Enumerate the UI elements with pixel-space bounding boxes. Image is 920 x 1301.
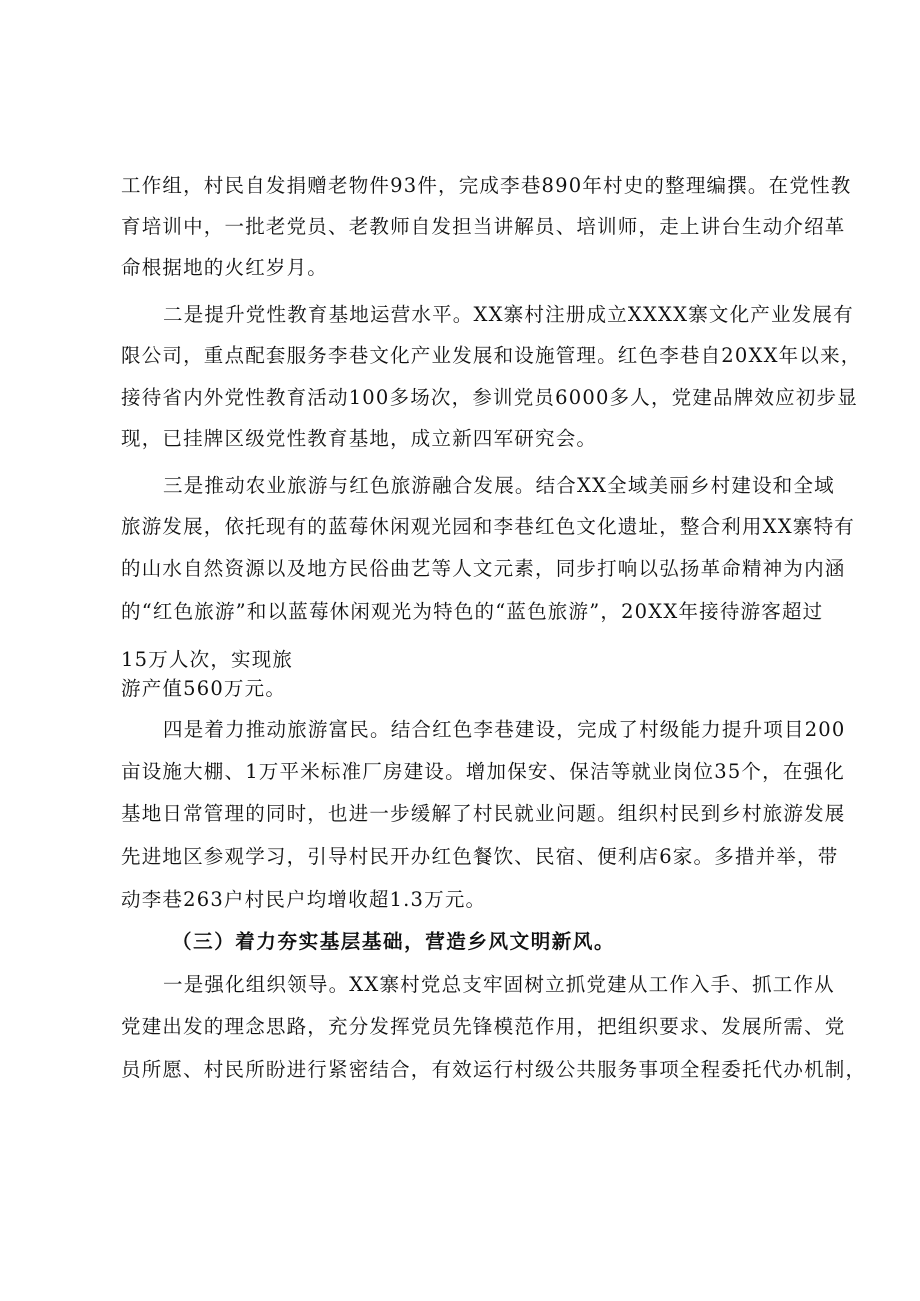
body-text-line: 的山水自然资源以及地方民俗曲艺等人文元素，同步打响以弘扬革命精神为内涵 [121,557,846,580]
body-text-line: 四是着力推动旅游富民。结合红色李巷建设，完成了村级能力提升项目200 [163,718,846,741]
section-heading: （三）着力夯实基层基础，营造乡风文明新风。 [172,930,616,953]
body-text-line: 15万人次，实现旅 [121,648,294,671]
body-text-line: 亩设施大棚、1万平米标准厂房建设。增加保安、保洁等就业岗位35个，在强化 [121,760,845,783]
body-text-line: 党建出发的理念思路，充分发挥党员先锋模范作用，把组织要求、发展所需、党 [121,1015,846,1038]
body-text-line: 工作组，村民自发捐赠老物件93件，完成李巷890年村史的整理编撰。在党性教 [121,174,852,197]
body-text-line: 现，已挂牌区级党性教育基地，成立新四军研究会。 [121,427,598,450]
body-text-line: 的“红色旅游”和以蓝莓休闲观光为特色的“蓝色旅游”，20XX年接待游客超过 [121,600,824,623]
body-text-line: 旅游发展，依托现有的蓝莓休闲观光园和李巷红色文化遗址，整合利用XX寨特有 [121,515,855,538]
body-text-line: 员所愿、村民所盼进行紧密结合，有效运行村级公共服务事项全程委托代办机制， [121,1058,867,1081]
body-text-line: 先进地区参观学习，引导村民开办红色餐饮、民宿、便利店6家。多措并举，带 [121,845,839,868]
body-text-line: 一是强化组织领导。XX寨村党总支牢固树立抓党建从工作入手、抓工作从 [163,973,835,996]
body-text-line: 基地日常管理的同时，也进一步缓解了村民就业问题。组织村民到乡村旅游发展 [121,802,846,825]
body-text-line: 游产值560万元。 [121,677,287,700]
body-text-line: 三是推动农业旅游与红色旅游融合发展。结合XX全域美丽乡村建设和全域 [163,474,835,497]
body-text-line: 接待省内外党性教育活动100多场次，参训党员6000多人，党建品牌效应初步显 [121,386,858,409]
body-text-line: 限公司，重点配套服务李巷文化产业发展和设施管理。红色李巷自20XX年以来， [121,344,862,367]
body-text-line: 命根据地的火红岁月。 [121,256,329,279]
body-text-line: 育培训中，一批老党员、老教师自发担当讲解员、培训师，走上讲台生动介绍革 [121,215,846,238]
body-text-line: 二是提升党性教育基地运营水平。XX寨村注册成立XXXX寨文化产业发展有 [163,303,854,326]
body-text-line: 动李巷263户村民户均增收超1.3万元。 [121,888,487,911]
